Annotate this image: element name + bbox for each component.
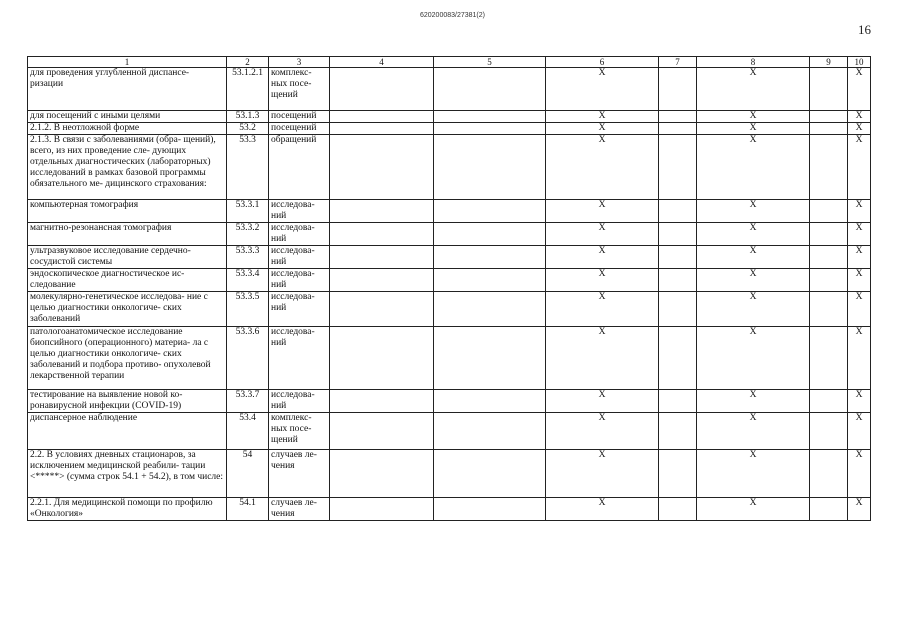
cell-c10: X [848, 498, 871, 521]
cell-name: компьютерная томография [28, 200, 227, 223]
cell-c9 [810, 200, 848, 223]
cell-c7 [659, 413, 697, 450]
cell-c6: X [546, 123, 659, 135]
cell-code: 53.3.6 [227, 327, 269, 390]
cell-c4 [330, 223, 434, 246]
cell-c10: X [848, 413, 871, 450]
cell-c7 [659, 327, 697, 390]
cell-unit: случаев ле- чения [269, 450, 330, 498]
column-header: 2 [227, 57, 269, 68]
table-row [28, 390, 871, 413]
cell-c6: X [546, 269, 659, 292]
cell-name: 2.1.2. В неотложной форме [28, 123, 227, 135]
column-header: 5 [434, 57, 546, 68]
cell-c4 [330, 327, 434, 390]
cell-c5 [434, 450, 546, 498]
cell-c6: X [546, 68, 659, 111]
cell-c4 [330, 390, 434, 413]
cell-unit: исследова- ний [269, 200, 330, 223]
cell-c7 [659, 498, 697, 521]
table-row [28, 450, 871, 498]
cell-c6: X [546, 111, 659, 123]
cell-c4 [330, 135, 434, 200]
cell-name: для посещений с иными целями [28, 111, 227, 123]
column-header: 6 [546, 57, 659, 68]
cell-code: 54 [227, 450, 269, 498]
cell-c6: X [546, 498, 659, 521]
cell-c4 [330, 68, 434, 111]
cell-c8: X [697, 200, 810, 223]
cell-c9 [810, 246, 848, 269]
column-header: 8 [697, 57, 810, 68]
cell-c9 [810, 498, 848, 521]
cell-c9 [810, 123, 848, 135]
cell-c10: X [848, 111, 871, 123]
cell-c6: X [546, 327, 659, 390]
data-table [27, 56, 871, 521]
cell-code: 54.1 [227, 498, 269, 521]
cell-unit: исследова- ний [269, 390, 330, 413]
cell-code: 53.3.7 [227, 390, 269, 413]
cell-c8: X [697, 327, 810, 390]
cell-c9 [810, 269, 848, 292]
cell-c5 [434, 246, 546, 269]
cell-unit: посещений [269, 123, 330, 135]
cell-c10: X [848, 450, 871, 498]
cell-unit: исследова- ний [269, 223, 330, 246]
table-row [28, 123, 871, 135]
cell-c5 [434, 269, 546, 292]
cell-c4 [330, 269, 434, 292]
column-header: 9 [810, 57, 848, 68]
cell-name: диспансерное наблюдение [28, 413, 227, 450]
cell-c5 [434, 200, 546, 223]
column-header: 10 [848, 57, 871, 68]
cell-unit: комплекс- ных посе- щений [269, 68, 330, 111]
page-number: 16 [858, 22, 871, 37]
cell-c9 [810, 327, 848, 390]
cell-unit: обращений [269, 135, 330, 200]
cell-c9 [810, 223, 848, 246]
table-row [28, 269, 871, 292]
cell-c9 [810, 135, 848, 200]
cell-c10: X [848, 292, 871, 327]
cell-c7 [659, 111, 697, 123]
cell-c6: X [546, 390, 659, 413]
cell-c9 [810, 450, 848, 498]
cell-c8: X [697, 111, 810, 123]
cell-c8: X [697, 450, 810, 498]
cell-code: 53.4 [227, 413, 269, 450]
cell-name: 2.2.1. Для медицинской помощи по профилю «Онкология» [28, 498, 227, 521]
cell-code: 53.3 [227, 135, 269, 200]
table-row [28, 135, 871, 200]
cell-c5 [434, 68, 546, 111]
cell-name: патологоанатомическое исследование биопсийного (операционного) материа- ла с целью диагностики онкологиче- ских заболеваний и подбора противо- опухолевой лекарственной терапии [28, 327, 227, 390]
cell-c10: X [848, 123, 871, 135]
cell-c5 [434, 413, 546, 450]
table-row [28, 498, 871, 521]
cell-c8: X [697, 292, 810, 327]
cell-c5 [434, 123, 546, 135]
cell-c5 [434, 223, 546, 246]
column-header: 7 [659, 57, 697, 68]
cell-c9 [810, 68, 848, 111]
column-header: 1 [28, 57, 227, 68]
cell-c9 [810, 413, 848, 450]
cell-c10: X [848, 223, 871, 246]
cell-c10: X [848, 200, 871, 223]
cell-c6: X [546, 135, 659, 200]
cell-name: магнитно-резонансная томография [28, 223, 227, 246]
cell-unit: исследова- ний [269, 292, 330, 327]
cell-c5 [434, 498, 546, 521]
cell-c5 [434, 327, 546, 390]
table-row [28, 327, 871, 390]
cell-c7 [659, 450, 697, 498]
cell-c10: X [848, 135, 871, 200]
cell-c7 [659, 200, 697, 223]
table-row [28, 111, 871, 123]
cell-c8: X [697, 246, 810, 269]
cell-c8: X [697, 269, 810, 292]
cell-c7 [659, 269, 697, 292]
cell-name: 2.2. В условиях дневных стационаров, за исключением медицинской реабили- тации <*****> (сумма строк 54.1 + 54.2), в том числе: [28, 450, 227, 498]
cell-name: молекулярно-генетическое исследова- ние с целью диагностики онкологиче- ских заболеваний [28, 292, 227, 327]
cell-unit: исследова- ний [269, 327, 330, 390]
cell-c9 [810, 390, 848, 413]
cell-c6: X [546, 450, 659, 498]
cell-name: ультразвуковое исследование сердечно- сосудистой системы [28, 246, 227, 269]
cell-c7 [659, 123, 697, 135]
table-row [28, 292, 871, 327]
cell-c4 [330, 413, 434, 450]
cell-name: тестирование на выявление новой ко- ронавирусной инфекции (COVID-19) [28, 390, 227, 413]
cell-c8: X [697, 413, 810, 450]
cell-code: 53.3.3 [227, 246, 269, 269]
cell-c7 [659, 390, 697, 413]
cell-c8: X [697, 223, 810, 246]
cell-c10: X [848, 390, 871, 413]
cell-name: 2.1.3. В связи с заболеваниями (обра- щений), всего, из них проведение сле- дующих отдельных диагностических (лабораторных) исследований в рамках базовой программы обязательного ме- дицинского страхования: [28, 135, 227, 200]
cell-c7 [659, 292, 697, 327]
table-row [28, 68, 871, 111]
cell-c9 [810, 111, 848, 123]
cell-c7 [659, 246, 697, 269]
cell-c5 [434, 390, 546, 413]
table-row [28, 200, 871, 223]
cell-c5 [434, 292, 546, 327]
table-row [28, 413, 871, 450]
cell-c8: X [697, 123, 810, 135]
column-header: 4 [330, 57, 434, 68]
cell-c8: X [697, 68, 810, 111]
cell-c6: X [546, 413, 659, 450]
cell-code: 53.3.2 [227, 223, 269, 246]
cell-c9 [810, 292, 848, 327]
cell-unit: исследова- ний [269, 246, 330, 269]
cell-c10: X [848, 68, 871, 111]
cell-code: 53.3.1 [227, 200, 269, 223]
cell-c10: X [848, 269, 871, 292]
cell-c7 [659, 68, 697, 111]
cell-c7 [659, 135, 697, 200]
cell-code: 53.3.5 [227, 292, 269, 327]
document-code: 620200083/27381(2) [419, 12, 485, 19]
cell-c4 [330, 200, 434, 223]
cell-unit: случаев ле- чения [269, 498, 330, 521]
cell-unit: исследова- ний [269, 269, 330, 292]
cell-code: 53.1.3 [227, 111, 269, 123]
cell-c10: X [848, 246, 871, 269]
cell-unit: посещений [269, 111, 330, 123]
cell-name: эндоскопическое диагностическое ис- следование [28, 269, 227, 292]
cell-code: 53.2 [227, 123, 269, 135]
table-row [28, 246, 871, 269]
cell-c6: X [546, 246, 659, 269]
cell-unit: комплекс- ных посе- щений [269, 413, 330, 450]
cell-c4 [330, 292, 434, 327]
cell-c7 [659, 223, 697, 246]
cell-code: 53.3.4 [227, 269, 269, 292]
cell-c8: X [697, 498, 810, 521]
cell-c8: X [697, 390, 810, 413]
cell-c6: X [546, 223, 659, 246]
cell-c4 [330, 498, 434, 521]
cell-c6: X [546, 200, 659, 223]
cell-code: 53.1.2.1 [227, 68, 269, 111]
cell-name: для проведения углубленной диспансе- ризации [28, 68, 227, 111]
cell-c6: X [546, 292, 659, 327]
cell-c10: X [848, 327, 871, 390]
cell-c8: X [697, 135, 810, 200]
cell-c4 [330, 111, 434, 123]
cell-c4 [330, 450, 434, 498]
column-number-row [28, 57, 871, 68]
column-header: 3 [269, 57, 330, 68]
table-row [28, 223, 871, 246]
cell-c5 [434, 135, 546, 200]
cell-c4 [330, 123, 434, 135]
cell-c4 [330, 246, 434, 269]
cell-c5 [434, 111, 546, 123]
